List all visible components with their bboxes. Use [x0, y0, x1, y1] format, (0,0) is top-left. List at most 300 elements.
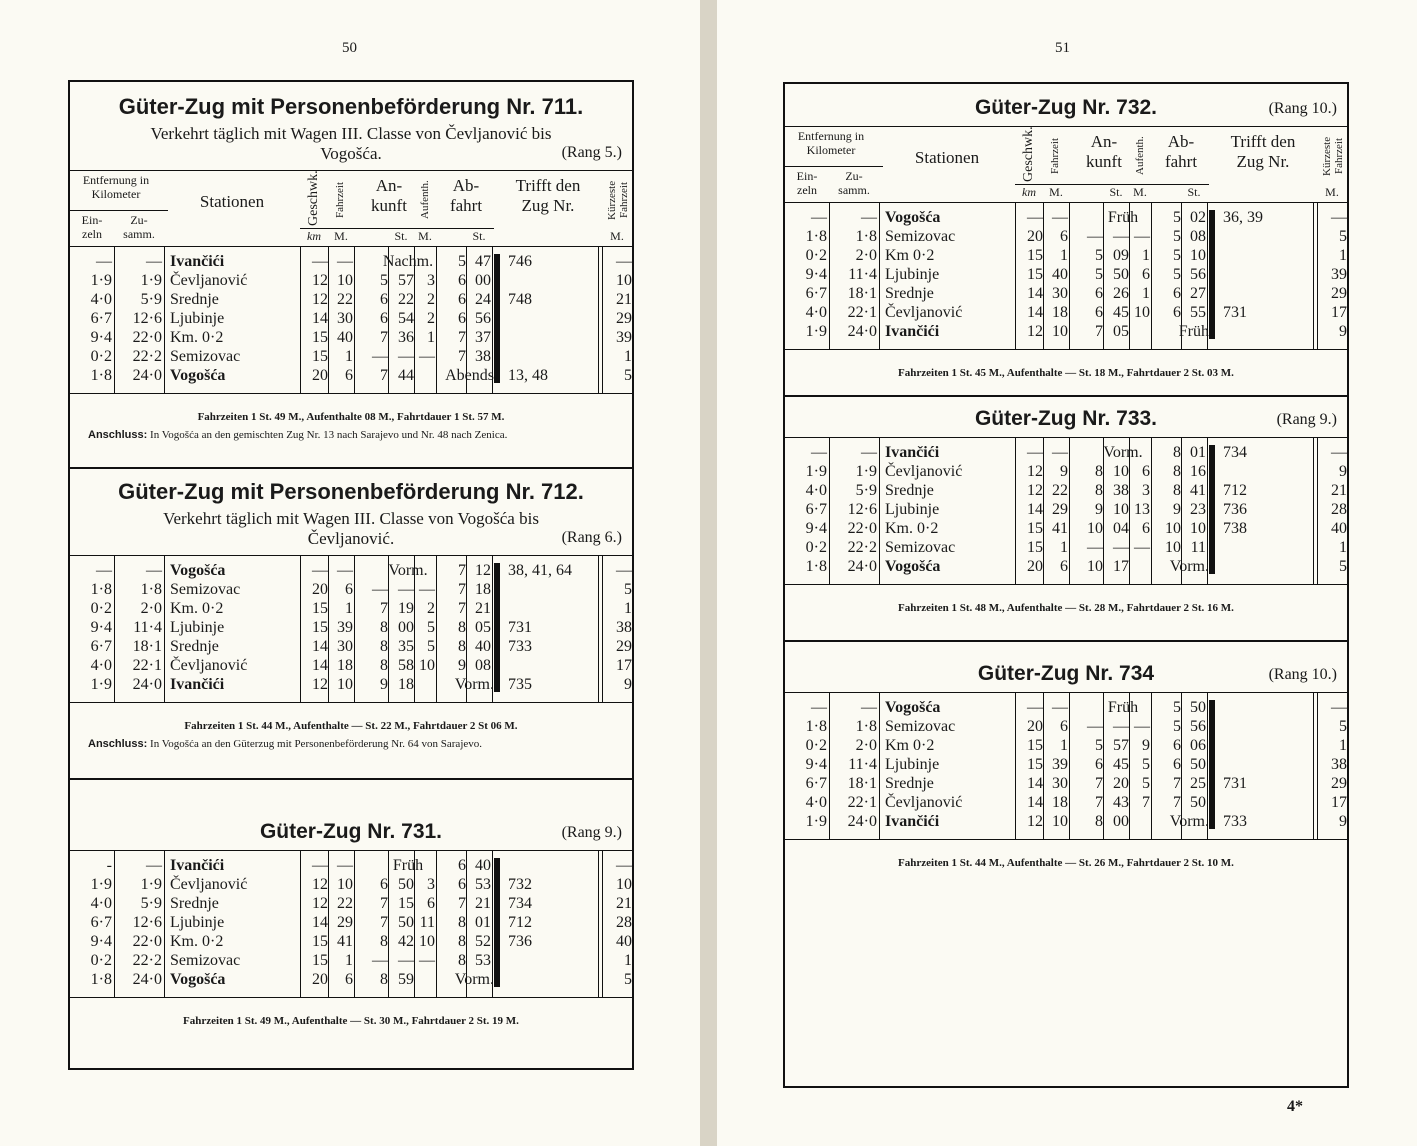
- cell-e: 4·0: [90, 657, 112, 674]
- cell-t: 731: [1223, 304, 1247, 321]
- cell-abm: 06: [1190, 737, 1206, 754]
- cell-an: Früh: [1107, 209, 1139, 226]
- table-row: [70, 580, 632, 599]
- cell-t: 735: [508, 676, 532, 693]
- cell-f: 1: [1060, 539, 1068, 556]
- cell-ab: 7: [458, 581, 466, 598]
- cell-abm: 40: [475, 857, 491, 874]
- cell-k: 17: [1331, 794, 1347, 811]
- cell-t: 36, 39: [1223, 209, 1263, 226]
- cell-g: 15: [312, 329, 328, 346]
- cell-s: Semizovac: [885, 228, 956, 245]
- cell-z: 24·0: [132, 971, 162, 988]
- cell-t: 734: [508, 895, 532, 912]
- cell-e: 9·4: [90, 933, 112, 950]
- cell-z: —: [861, 444, 877, 461]
- header-kuerzeste: Kürzeste Fahrzeit: [606, 180, 630, 220]
- cell-f: 6: [1060, 718, 1068, 735]
- cell-e: 0·2: [90, 600, 112, 617]
- rule: [70, 467, 632, 469]
- cell-g: 20: [312, 971, 328, 988]
- column-rule: [1313, 692, 1314, 839]
- cell-t: 736: [1223, 501, 1247, 518]
- cell-f: —: [337, 562, 353, 579]
- anschluss-note: [88, 738, 618, 750]
- column-rule: [114, 850, 115, 997]
- cell-abm: 00: [475, 272, 491, 289]
- cell-k: —: [616, 562, 632, 579]
- cell-g: 14: [1027, 775, 1043, 792]
- cell-k: 29: [616, 638, 632, 655]
- cell-g: 15: [312, 933, 328, 950]
- cell-ab: 8: [458, 638, 466, 655]
- cell-s: Ivančići: [170, 857, 225, 874]
- cell-f: 18: [1052, 794, 1068, 811]
- column-rule: [300, 555, 301, 702]
- table-row: [70, 366, 632, 385]
- train-summary: Fahrzeiten 1 St. 49 M., Aufenthalte 08 M., Fahrtdauer 1 St. 57 M.: [197, 411, 505, 423]
- cell-auf: —: [419, 952, 435, 969]
- column-rule: [1015, 692, 1016, 839]
- table-row: [785, 303, 1347, 322]
- cell-e: 9·4: [805, 266, 827, 283]
- anschluss-label: Anschluss:: [88, 738, 148, 750]
- cell-z: 22·0: [132, 933, 162, 950]
- train-summary: Fahrzeiten 1 St. 45 M., Aufenthalte — St. 18 M., Fahrtdauer 2 St. 03 M.: [898, 367, 1234, 379]
- cell-e: 9·4: [90, 329, 112, 346]
- cell-an: —: [1087, 718, 1103, 735]
- cell-z: 18·1: [847, 775, 877, 792]
- cell-aa: 42: [398, 933, 414, 950]
- cell-e: 0·2: [90, 348, 112, 365]
- cell-an: Vorm.: [388, 562, 428, 579]
- cell-k: 38: [616, 619, 632, 636]
- header-geschwk: Geschwk.: [306, 170, 321, 226]
- cell-e: 0·2: [805, 737, 827, 754]
- anschluss-text: In Vogošća an den Güterzug mit Personenbeförderung Nr. 64 von Sarajevo.: [150, 738, 483, 750]
- cell-z: 1·9: [855, 463, 877, 480]
- cell-abm: 50: [1190, 794, 1206, 811]
- column-rule: [602, 555, 603, 702]
- unit-m: M.: [610, 229, 624, 243]
- cell-z: 22·1: [132, 657, 162, 674]
- cell-g: 14: [312, 638, 328, 655]
- table-row: [785, 812, 1347, 831]
- cell-an: 9: [380, 676, 388, 693]
- unit-m: M.: [418, 229, 432, 243]
- cell-ab: Abends: [445, 367, 494, 384]
- cell-ab: 6: [1173, 756, 1181, 773]
- rule: [70, 702, 632, 703]
- cell-aa: 18: [398, 676, 414, 693]
- cell-t: 733: [508, 638, 532, 655]
- column-rule: [466, 850, 467, 997]
- cell-z: 1·8: [855, 228, 877, 245]
- table-row: [70, 675, 632, 694]
- cell-f: 1: [345, 348, 353, 365]
- train-rank: (Rang 6.): [561, 529, 622, 546]
- cell-z: 5·9: [855, 482, 877, 499]
- cell-abm: 18: [475, 581, 491, 598]
- table-row: [785, 519, 1347, 538]
- cell-auf: —: [419, 348, 435, 365]
- cell-f: 22: [337, 291, 353, 308]
- column-rule: [602, 850, 603, 997]
- cell-s: Ivančići: [885, 813, 940, 830]
- train-title: Güter-Zug Nr. 731.: [259, 820, 443, 843]
- header-abfahrt: Ab-fahrt: [449, 176, 483, 216]
- cell-s: Ivančići: [885, 323, 940, 340]
- cell-z: 22·2: [847, 539, 877, 556]
- cell-f: 18: [1052, 304, 1068, 321]
- cell-f: 40: [337, 329, 353, 346]
- cell-abm: 50: [1190, 699, 1206, 716]
- cell-s: Čevljanović: [885, 304, 963, 321]
- header-geschwk: Geschwk.: [1021, 126, 1036, 182]
- table-row: [70, 599, 632, 618]
- cell-aa: 09: [1113, 247, 1129, 264]
- cell-abm: 55: [1190, 304, 1206, 321]
- table-row: [785, 246, 1347, 265]
- cell-f: 10: [1052, 813, 1068, 830]
- cell-e: 9·4: [805, 756, 827, 773]
- cell-abm: 01: [1190, 444, 1206, 461]
- cell-f: 1: [1060, 247, 1068, 264]
- rule: [785, 640, 1347, 642]
- cell-an: 6: [380, 291, 388, 308]
- column-rule: [879, 437, 880, 584]
- cell-t: 13, 48: [508, 367, 548, 384]
- column-rule: [436, 555, 437, 702]
- timetable-rows: [785, 698, 1347, 831]
- cell-g: 12: [1027, 482, 1043, 499]
- cell-an: 6: [1095, 285, 1103, 302]
- cell-z: 24·0: [132, 367, 162, 384]
- cell-z: 11·4: [133, 619, 162, 636]
- book-spine: [700, 0, 717, 1146]
- cell-s: Ljubinje: [170, 310, 225, 327]
- cell-g: 12: [1027, 323, 1043, 340]
- cell-g: —: [1027, 699, 1043, 716]
- cell-e: 4·0: [805, 304, 827, 321]
- train-rank: (Rang 9.): [1276, 411, 1337, 428]
- cell-z: 22·1: [847, 794, 877, 811]
- column-rule: [354, 246, 355, 393]
- rule: [785, 839, 1347, 840]
- cell-g: 12: [312, 876, 328, 893]
- cell-abm: 53: [475, 876, 491, 893]
- train-subtitle: Verkehrt täglich mit Wagen III. Classe von Čevljanović bis: [150, 124, 552, 143]
- cell-ab: 8: [458, 619, 466, 636]
- cell-g: 15: [312, 619, 328, 636]
- table-row: [70, 252, 632, 271]
- timetable-rows: [785, 208, 1347, 341]
- cell-e: 1·8: [90, 971, 112, 988]
- table-row: [70, 656, 632, 675]
- table-row: [785, 284, 1347, 303]
- column-rule: [598, 246, 599, 393]
- cell-an: 7: [380, 367, 388, 384]
- cell-f: 41: [337, 933, 353, 950]
- cell-s: Km 0·2: [885, 247, 935, 264]
- column-rule: [602, 246, 603, 393]
- cell-g: 14: [1027, 501, 1043, 518]
- rule: [785, 166, 883, 167]
- table-row: [70, 309, 632, 328]
- cell-z: 22·0: [132, 329, 162, 346]
- cell-z: 5·9: [140, 895, 162, 912]
- cell-an: 6: [380, 876, 388, 893]
- column-rule: [1015, 202, 1016, 349]
- cell-ab: 5: [1173, 266, 1181, 283]
- column-rule: [1129, 437, 1130, 584]
- cell-k: 29: [1331, 775, 1347, 792]
- cell-abm: 50: [1190, 756, 1206, 773]
- cell-t: 38, 41, 64: [508, 562, 572, 579]
- cell-aa: 44: [398, 367, 414, 384]
- cell-ab: Früh: [1178, 323, 1209, 340]
- cell-auf: 11: [419, 914, 435, 931]
- cell-an: 7: [380, 914, 388, 931]
- cell-g: 15: [1027, 539, 1043, 556]
- cell-k: —: [616, 253, 632, 270]
- cell-e: 4·0: [90, 895, 112, 912]
- column-rule: [114, 246, 115, 393]
- cell-e: 1·9: [805, 813, 827, 830]
- column-rule: [1207, 202, 1208, 349]
- cell-g: 14: [1027, 794, 1043, 811]
- cell-ab: 8: [1173, 444, 1181, 461]
- cell-ab: 7: [458, 329, 466, 346]
- cell-s: Km. 0·2: [170, 329, 224, 346]
- cell-aa: —: [1113, 228, 1129, 245]
- cell-abm: 10: [1190, 247, 1206, 264]
- cell-abm: 12: [475, 562, 491, 579]
- column-rule: [1103, 437, 1104, 584]
- cell-e: 0·2: [90, 952, 112, 969]
- cell-s: Vogošća: [170, 367, 226, 384]
- train-summary: Fahrzeiten 1 St. 49 M., Aufenthalte — St. 30 M., Fahrtdauer 2 St. 19 M.: [183, 1015, 519, 1027]
- cell-e: 1·9: [90, 676, 112, 693]
- cell-e: —: [96, 562, 112, 579]
- table-row: [785, 774, 1347, 793]
- cell-k: 1: [1339, 247, 1347, 264]
- cell-k: 10: [616, 272, 632, 289]
- cell-k: —: [1331, 699, 1347, 716]
- header-trifft: Trifft den Zug Nr.: [515, 176, 581, 216]
- table-row: [70, 894, 632, 913]
- cell-aa: 50: [398, 914, 414, 931]
- cell-ab: 6: [458, 310, 466, 327]
- cell-k: 9: [1339, 463, 1347, 480]
- cell-ab: 8: [1173, 463, 1181, 480]
- table-row: [70, 328, 632, 347]
- timetable-frame: [783, 82, 1349, 1088]
- cell-aa: 10: [1113, 501, 1129, 518]
- column-rule: [1043, 202, 1044, 349]
- rule: [70, 170, 632, 171]
- cell-an: 8: [380, 619, 388, 636]
- cell-f: 1: [1060, 737, 1068, 754]
- cell-s: Ljubinje: [170, 914, 225, 931]
- cell-z: 1·9: [140, 876, 162, 893]
- cell-e: 1·9: [805, 463, 827, 480]
- cell-f: —: [337, 253, 353, 270]
- column-rule: [1207, 437, 1208, 584]
- cell-ab: 8: [458, 952, 466, 969]
- cell-s: Km. 0·2: [170, 600, 224, 617]
- cell-s: Vogošća: [885, 209, 941, 226]
- cell-k: —: [1331, 444, 1347, 461]
- column-rule: [1151, 692, 1152, 839]
- cell-aa: 57: [398, 272, 414, 289]
- cell-auf: —: [1134, 539, 1150, 556]
- table-row: [70, 913, 632, 932]
- cell-s: Ivančići: [170, 676, 225, 693]
- column-rule: [1317, 692, 1318, 839]
- cell-f: 30: [337, 310, 353, 327]
- cell-an: Vorm.: [1103, 444, 1143, 461]
- cell-s: Ljubinje: [170, 619, 225, 636]
- column-rule: [1069, 692, 1070, 839]
- cell-e: 1·9: [805, 323, 827, 340]
- column-rule: [328, 555, 329, 702]
- cell-g: 12: [312, 291, 328, 308]
- table-row: [785, 443, 1347, 462]
- column-rule: [1129, 202, 1130, 349]
- cell-z: 2·0: [140, 600, 162, 617]
- cell-z: 24·0: [132, 676, 162, 693]
- cell-ab: Vorm.: [1169, 813, 1209, 830]
- column-rule: [388, 555, 389, 702]
- table-row: [70, 637, 632, 656]
- cell-f: 29: [337, 914, 353, 931]
- header-aufenth: Aufenth.: [1134, 136, 1146, 176]
- column-rule: [1313, 202, 1314, 349]
- header-aufenth: Aufenth.: [419, 180, 431, 220]
- cell-an: —: [372, 581, 388, 598]
- cell-ab: 10: [1165, 520, 1181, 537]
- table-row: [70, 618, 632, 637]
- cell-auf: 2: [427, 310, 435, 327]
- cell-an: 7: [380, 895, 388, 912]
- column-rule: [328, 850, 329, 997]
- cell-k: 5: [1339, 228, 1347, 245]
- cell-an: —: [1087, 228, 1103, 245]
- cell-ab: 7: [458, 562, 466, 579]
- cell-z: 24·0: [847, 813, 877, 830]
- connection-bar: [494, 858, 500, 987]
- cell-e: 9·4: [805, 520, 827, 537]
- cell-ab: 5: [1173, 699, 1181, 716]
- cell-abm: 02: [1190, 209, 1206, 226]
- table-row: [785, 755, 1347, 774]
- rule: [70, 555, 632, 556]
- cell-t: 736: [508, 933, 532, 950]
- page-number: 51: [1055, 40, 1070, 56]
- cell-aa: 22: [398, 291, 414, 308]
- table-row: [70, 856, 632, 875]
- cell-f: 9: [1060, 463, 1068, 480]
- cell-abm: 21: [475, 600, 491, 617]
- column-rule: [328, 246, 329, 393]
- cell-g: 15: [1027, 737, 1043, 754]
- cell-f: 39: [1052, 756, 1068, 773]
- cell-auf: 5: [427, 638, 435, 655]
- table-row: [70, 561, 632, 580]
- cell-ab: 6: [1173, 737, 1181, 754]
- cell-t: 712: [1223, 482, 1247, 499]
- cell-an: Früh: [1107, 699, 1139, 716]
- cell-k: 28: [1331, 501, 1347, 518]
- cell-abm: 08: [1190, 228, 1206, 245]
- cell-abm: 38: [475, 348, 491, 365]
- cell-aa: —: [398, 348, 414, 365]
- cell-aa: —: [398, 581, 414, 598]
- cell-k: 39: [1331, 266, 1347, 283]
- cell-aa: —: [1113, 718, 1129, 735]
- cell-s: Ljubinje: [885, 756, 940, 773]
- left-page: [0, 0, 700, 1146]
- cell-abm: 37: [475, 329, 491, 346]
- column-rule: [1069, 437, 1070, 584]
- cell-aa: 00: [398, 619, 414, 636]
- cell-g: 20: [312, 367, 328, 384]
- table-row: [70, 951, 632, 970]
- unit-m: M.: [334, 229, 348, 243]
- cell-k: 28: [616, 914, 632, 931]
- cell-k: 21: [1331, 482, 1347, 499]
- cell-auf: 5: [427, 619, 435, 636]
- cell-abm: 25: [1190, 775, 1206, 792]
- cell-k: 40: [616, 933, 632, 950]
- cell-f: 30: [1052, 285, 1068, 302]
- cell-ab: 9: [1173, 501, 1181, 518]
- cell-g: 14: [312, 657, 328, 674]
- train-summary: Fahrzeiten 1 St. 44 M., Aufenthalte — St. 22 M., Fahrtdauer 2 St 06 M.: [184, 720, 518, 732]
- cell-aa: 43: [1113, 794, 1129, 811]
- cell-s: Ivančići: [170, 253, 225, 270]
- cell-ab: 6: [458, 272, 466, 289]
- cell-ab: 5: [1173, 718, 1181, 735]
- cell-z: 24·0: [847, 323, 877, 340]
- cell-abm: 16: [1190, 463, 1206, 480]
- cell-k: 40: [1331, 520, 1347, 537]
- column-rule: [1043, 437, 1044, 584]
- cell-t: 734: [1223, 444, 1247, 461]
- column-rule: [354, 850, 355, 997]
- cell-e: 1·9: [90, 272, 112, 289]
- column-rule: [1207, 692, 1208, 839]
- cell-an: —: [372, 348, 388, 365]
- timetable-rows: [70, 856, 632, 989]
- cell-aa: 38: [1113, 482, 1129, 499]
- cell-an: 5: [380, 272, 388, 289]
- cell-s: Čevljanović: [885, 463, 963, 480]
- column-rule: [829, 437, 830, 584]
- table-row: [70, 271, 632, 290]
- cell-s: Vogošća: [885, 558, 941, 575]
- column-rule: [164, 555, 165, 702]
- cell-s: Čevljanović: [170, 876, 248, 893]
- cell-auf: 7: [1142, 794, 1150, 811]
- cell-ab: 7: [1173, 794, 1181, 811]
- cell-s: Semizovac: [170, 952, 241, 969]
- cell-e: 9·4: [90, 619, 112, 636]
- cell-aa: 00: [1113, 813, 1129, 830]
- header-trifft: Trifft den Zug Nr.: [1230, 132, 1296, 172]
- train-rank: (Rang 10.): [1268, 666, 1337, 683]
